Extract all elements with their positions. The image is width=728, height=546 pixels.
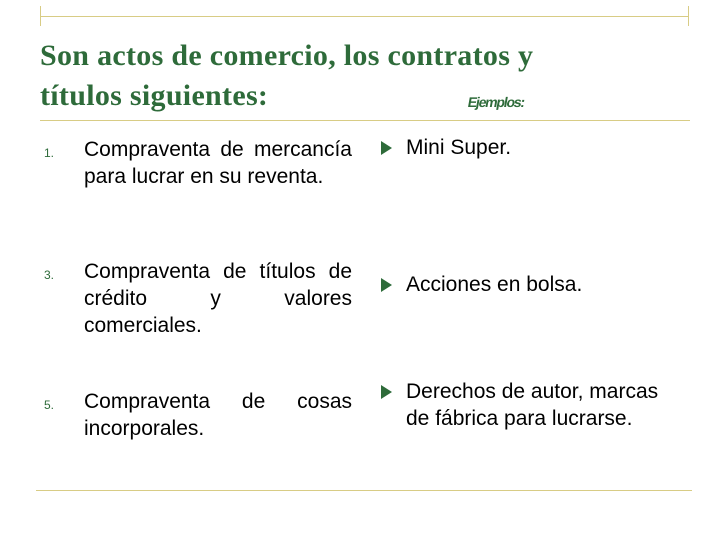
list-item-3: Compraventa de títulos de crédito y valores comerciales. (84, 260, 352, 337)
list-item-5: Compraventa de cosas incorporales. (84, 390, 352, 440)
example-item-3: Derechos de autor, marcas de fábrica para lucrarse. (406, 380, 659, 430)
bottom-rule (36, 490, 692, 491)
bullet-icon (381, 385, 392, 399)
top-right-tick (688, 6, 689, 26)
title-underline (40, 120, 690, 121)
title-line-1: Son actos de comercio, los contratos y (40, 39, 534, 72)
title-line-2: títulos siguientes: (40, 79, 269, 112)
top-left-tick (40, 6, 41, 26)
slide-title (40, 36, 700, 116)
example-item-2: Acciones en bolsa. (406, 273, 583, 296)
example-item-1: Mini Super. (406, 136, 512, 159)
examples-heading: Ejemplos: (466, 94, 526, 110)
list-number-3: 3. (44, 268, 55, 282)
list-number-5: 5. (44, 398, 55, 412)
list-number-1: 1. (44, 146, 55, 160)
top-rule (40, 16, 688, 17)
bullet-icon (381, 141, 392, 155)
bullet-icon (381, 278, 392, 292)
list-item-1: Compraventa de mercancía para lucrar en su reventa. (84, 138, 352, 188)
